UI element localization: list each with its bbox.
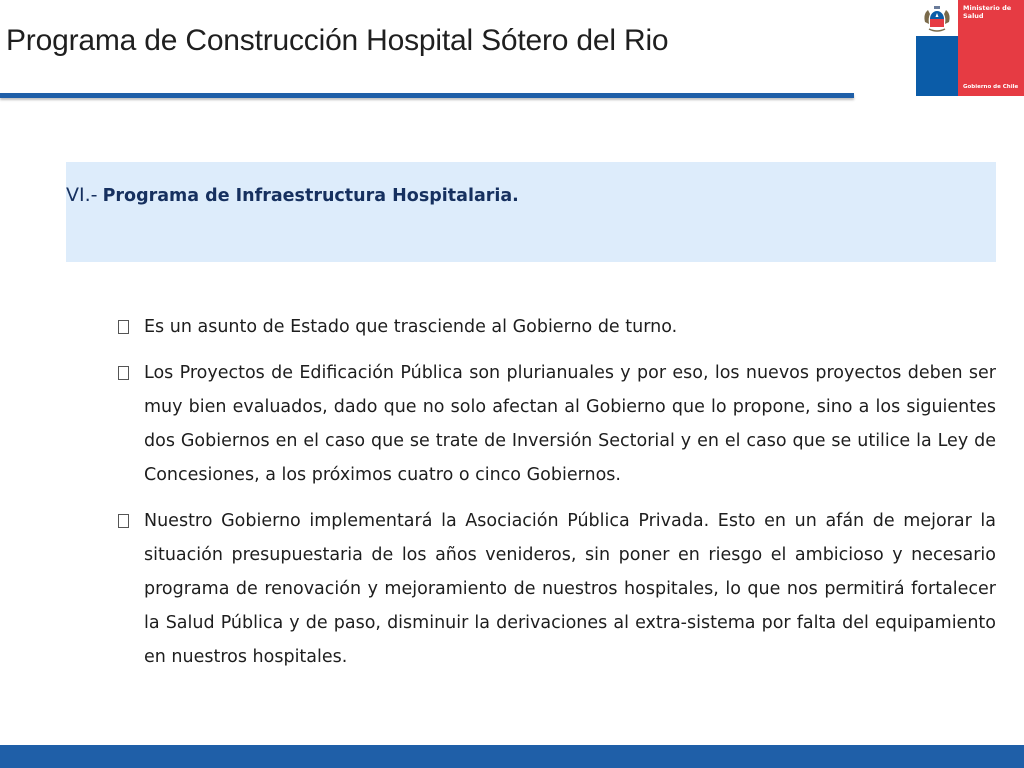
bullet-item xyxy=(118,504,996,674)
bullet-text: Nuestro Gobierno implementará la Asociación Pública Privada. Esto en un afán de mejorar la situación presupuestaria de los años venideros, sin poner en riesgo el ambicioso y necesario programa de renovación y mejoramiento de nuestros hospitales, lo que nos permitirá fortalecer la Salud Pública y de paso, disminuir la derivaciones al extra-sistema por falta del equipamiento en nuestros hospitales. xyxy=(144,511,996,667)
title-underline xyxy=(0,93,854,98)
bullet-marker-icon xyxy=(118,320,129,334)
footer-bar xyxy=(0,745,1024,768)
section-title xyxy=(66,184,519,206)
section-number: VI.- xyxy=(66,184,98,206)
bullet-item xyxy=(118,356,996,492)
section-header-box xyxy=(66,162,996,262)
logo-government-text: Gobierno de Chile xyxy=(963,84,1019,90)
logo-ministry-text: Ministerio de Salud xyxy=(963,4,1012,20)
ministry-logo xyxy=(916,0,1024,96)
coat-of-arms-icon xyxy=(919,2,955,34)
bullet-item xyxy=(118,310,996,344)
section-label: Programa de Infraestructura Hospitalaria. xyxy=(102,186,519,206)
slide-title: Programa de Construcción Hospital Sótero del Rio xyxy=(6,24,669,57)
bullet-marker-icon xyxy=(118,366,129,380)
bullet-list xyxy=(118,310,996,686)
bullet-text: Es un asunto de Estado que trasciende al Gobierno de turno. xyxy=(144,317,678,337)
bullet-text: Los Proyectos de Edificación Pública son plurianuales y por eso, los nuevos proyectos deben ser muy bien evaluados, dado que no solo afectan al Gobierno que lo propone, sino a los siguientes dos Gobiernos en el caso que se trate de Inversión Sectorial y en el caso que se utilice la Ley de Concesiones, a los próximos cuatro o cinco Gobiernos. xyxy=(144,363,996,485)
bullet-marker-icon xyxy=(118,514,129,528)
